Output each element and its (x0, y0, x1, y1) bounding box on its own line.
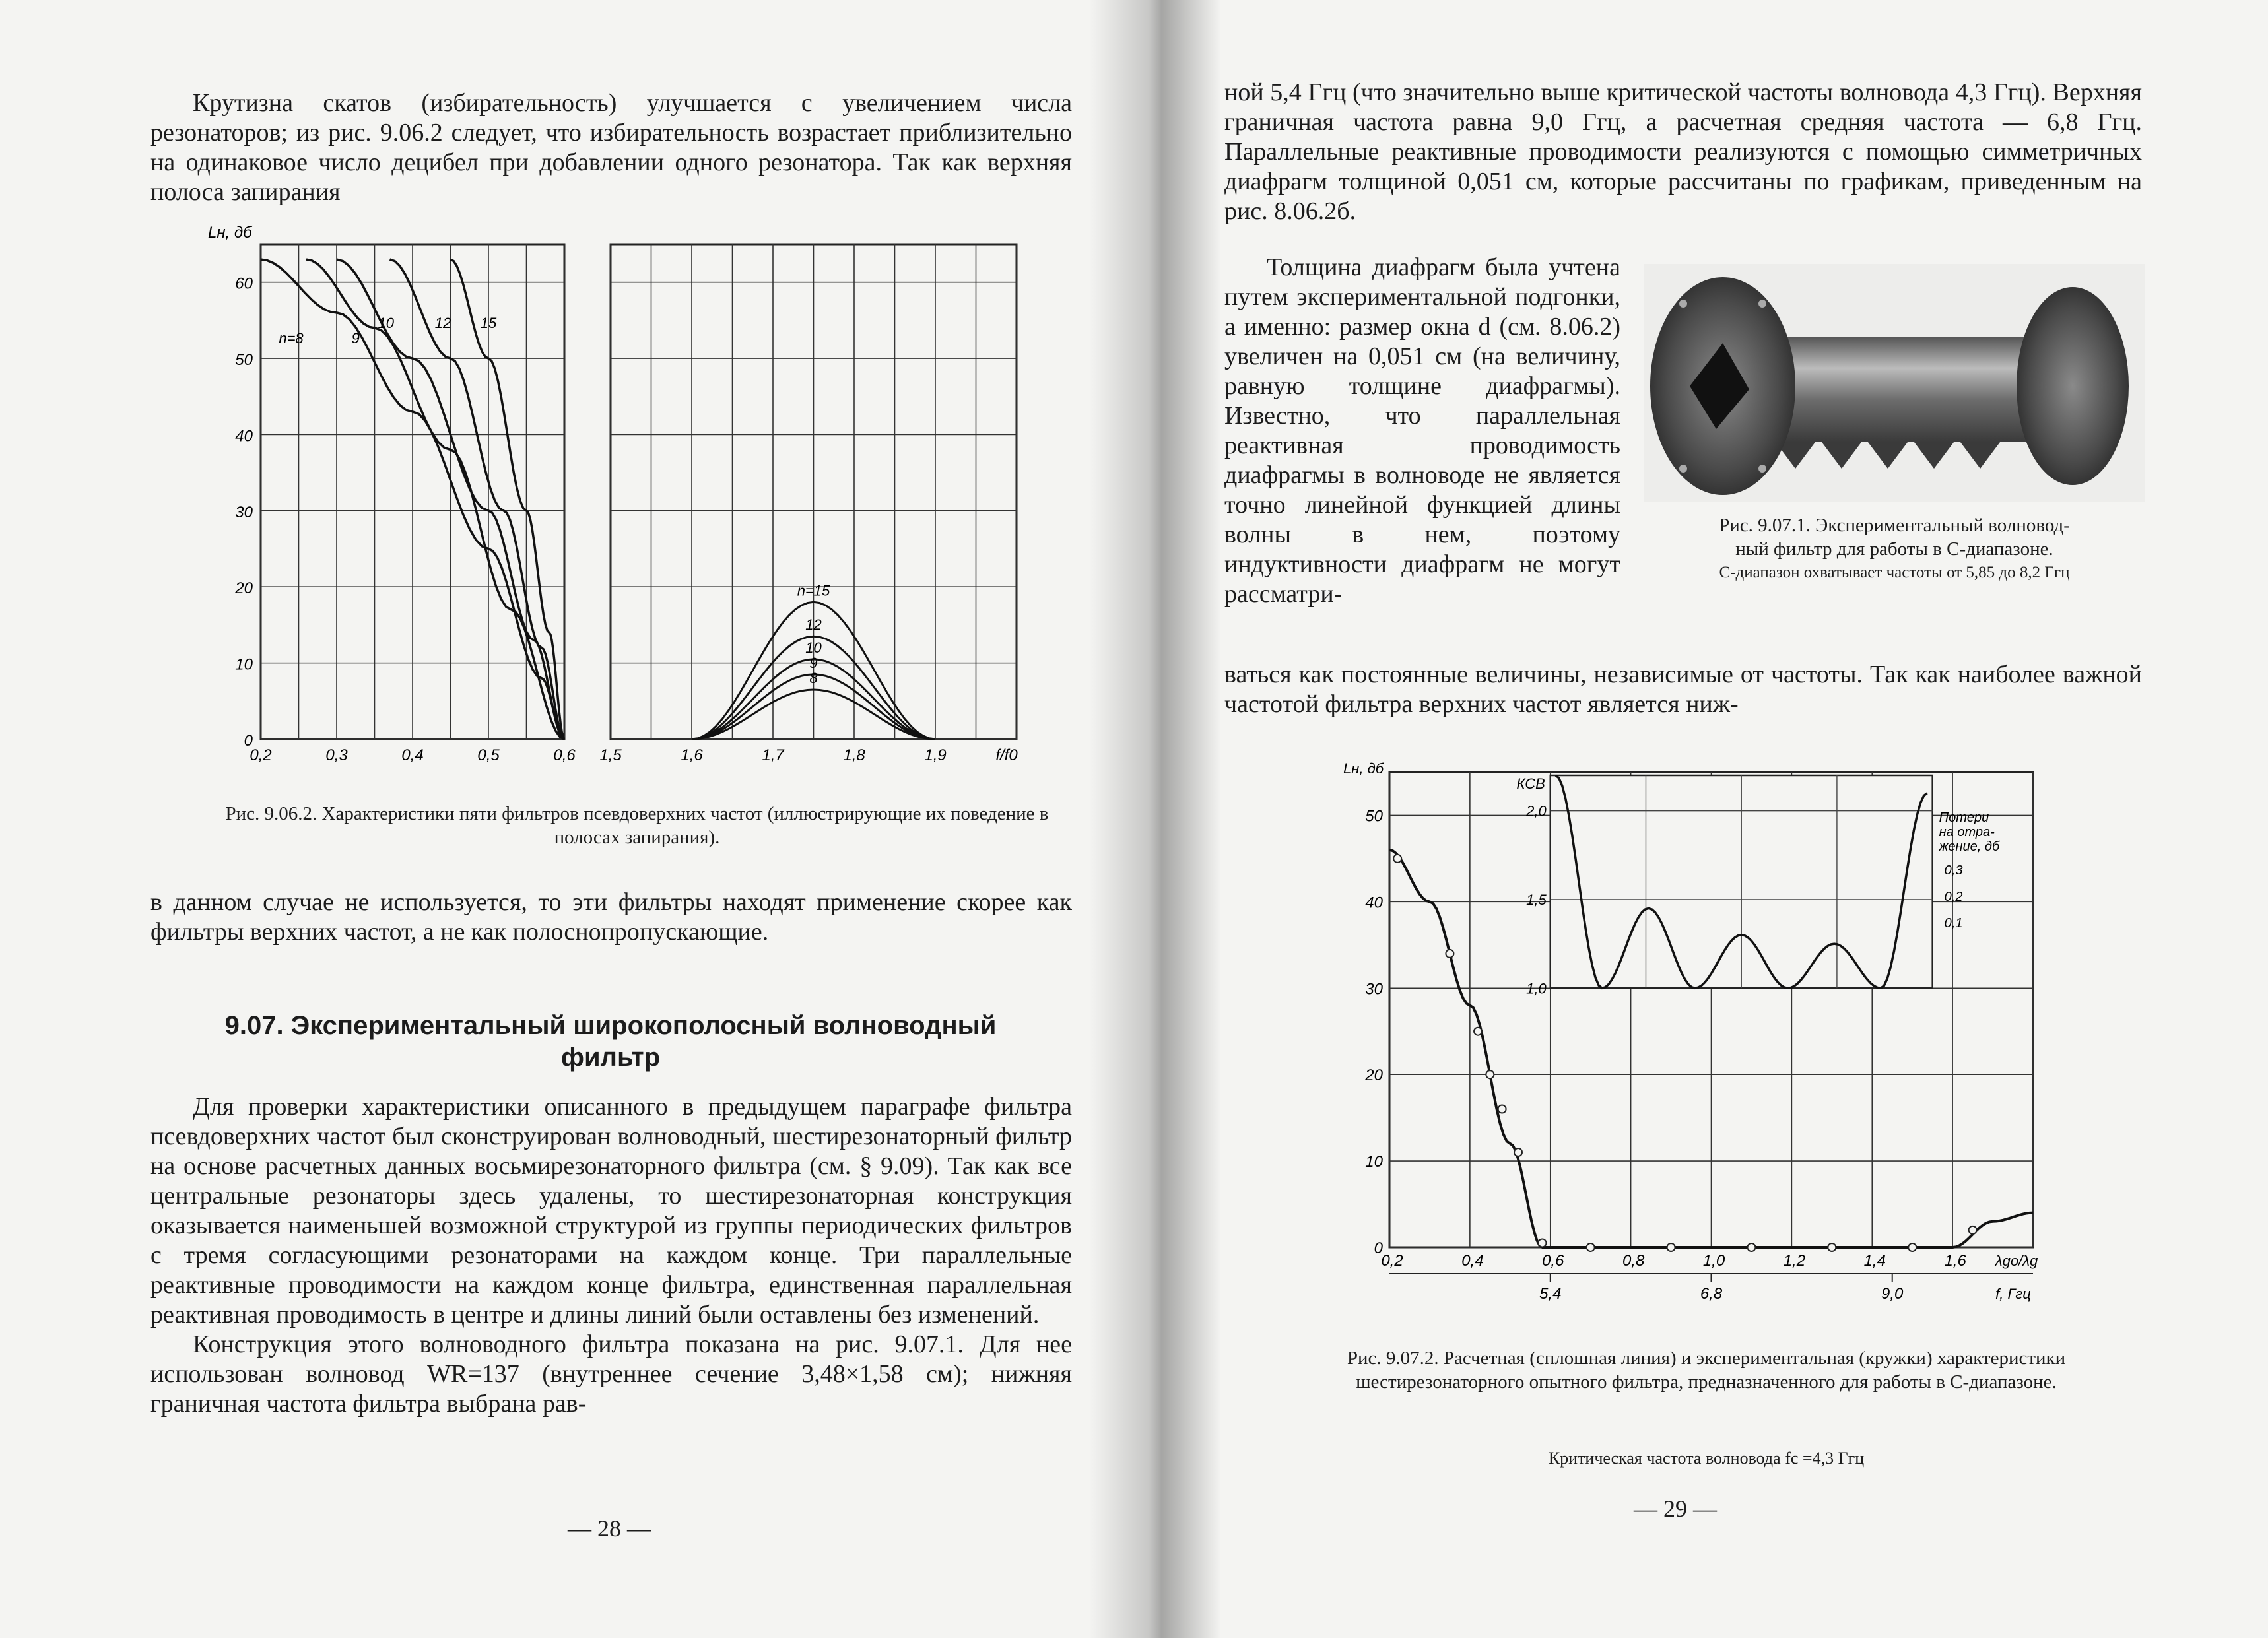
y-axis-label: Lн, дб (1343, 760, 1384, 777)
chart-upper-stopband (599, 244, 1018, 764)
section-heading-line: фильтр (560, 1043, 661, 1072)
x-tick-label: 0,2 (1381, 1252, 1403, 1270)
paragraph-text: в данном случае не используется, то эти фильтры находят применение скорее как фильтры верхних частот, а не как полоснопропускающие. (150, 888, 1072, 946)
experimental-point (1828, 1243, 1836, 1251)
left-top-paragraph (150, 88, 1072, 207)
frequency-tick-label: 9,0 (1881, 1285, 1904, 1303)
frequency-tick-label: 6,8 (1700, 1285, 1723, 1303)
x-tick-label: 1,4 (1863, 1252, 1886, 1270)
x-tick-label: 1,2 (1783, 1252, 1806, 1270)
experimental-point (1667, 1243, 1675, 1251)
y-tick-label: 50 (1365, 807, 1383, 826)
experimental-point (1969, 1226, 1977, 1234)
figure-9-07-2-caption: Рис. 9.07.2. Расчетная (сплошная линия) и экспериментальная (кружки) характеристики шестирезонаторного опытного фильтра, предназначенного для работы в С-диапазоне. (1347, 1348, 2066, 1392)
inset-right-tick: 0,1 (1944, 916, 1963, 931)
x-tick-label: 1,6 (1944, 1252, 1966, 1270)
x-tick-label: 1,8 (843, 746, 865, 764)
inset-y-tick: 2,0 (1526, 803, 1547, 820)
experimental-point (1908, 1243, 1916, 1251)
y-tick-label: 30 (1365, 980, 1383, 999)
inset-y-tick: 1,0 (1526, 980, 1547, 997)
left-page-number: — 28 — (568, 1515, 651, 1542)
paragraph-text: Конструкция этого волноводного фильтра показана на рис. 9.07.1. Для нее использован волновод WR=137 (внутреннее сечение 3,48×1,58 см); нижняя граничная частота фильтра выбрана рав- (150, 1330, 1072, 1418)
y-tick-label: 10 (235, 655, 253, 674)
x-axis-label: λgo/λg (1995, 1253, 2038, 1269)
series-label: 12 (434, 314, 451, 331)
inset-y-tick: 1,5 (1526, 891, 1547, 908)
chart-lower-stopband (208, 224, 576, 764)
inset-right-label: на отра- (1939, 825, 1995, 839)
paragraph-text: ной 5,4 Ггц (что значительно выше критической частоты волновода 4,3 Ггц). Верхняя граничная частота равна 9,0 Ггц, а расчетная средняя частота — 6,8 Ггц. Параллельные реактивные проводимости реализуются с помощью симметричных диафрагм толщиной 0,051 см, которые рассчитаны по графикам, приведенным на рис. 8.06.2б. (1224, 79, 2142, 225)
x-tick-label: 1,5 (599, 746, 622, 764)
right-wrap-paragraph (1224, 253, 1620, 609)
experimental-point (1498, 1105, 1506, 1113)
x-tick-label: 0,2 (250, 746, 272, 764)
series-label: n=15 (797, 582, 830, 599)
right-top-paragraph (1224, 78, 2142, 226)
x-tick-label: 0,6 (553, 746, 576, 764)
y-tick-label: 60 (235, 275, 253, 293)
experimental-point (1393, 855, 1401, 863)
experimental-point (1486, 1070, 1494, 1078)
series-label: 10 (805, 639, 822, 656)
x-tick-label: 0,6 (1542, 1252, 1564, 1270)
caption-line: ный фильтр для работы в С-диапазоне. (1735, 539, 2053, 560)
series-label: 9 (809, 654, 818, 671)
y-tick-label: 10 (1365, 1153, 1383, 1171)
y-tick-label: 0 (1374, 1239, 1383, 1257)
y-tick-label: 40 (1365, 894, 1383, 912)
y-tick-label: 30 (235, 503, 253, 521)
section-heading-line: 9.07. Экспериментальный широкополосный волноводный (224, 1011, 997, 1040)
right-continuation (1224, 660, 2142, 719)
figure-9-06-2 (198, 224, 1083, 785)
photo-caption (1634, 513, 2155, 585)
y-tick-label: 0 (244, 732, 253, 750)
series-label: 10 (378, 314, 394, 331)
series-label: 9 (351, 330, 360, 346)
series-line (451, 259, 565, 739)
left-body (150, 1092, 1072, 1419)
experimental-point (1446, 950, 1453, 958)
experimental-point (1539, 1239, 1547, 1247)
series-line (306, 259, 564, 739)
experimental-point (1747, 1243, 1755, 1251)
frequency-axis-label: f, Ггц (1995, 1286, 2031, 1302)
x-tick-label: 1,6 (681, 746, 703, 764)
figure-9-07-2 (1340, 759, 2079, 1333)
paragraph-text: Толщина диафрагм была учтена путем экспериментальной подгонки, а именно: размер окна d (см. 8.06.2) увеличен на 0,051 см (на величину, равную толщине диафрагмы). Известно, что параллельная реактивная проводимость диафрагмы в волноводе не является точно линейной функцией длины волны в нем, поэтому индуктивности диафрагм не могут рассматри- (1224, 253, 1620, 608)
frequency-tick-label: 5,4 (1539, 1285, 1562, 1303)
x-axis-label: f/f0 (995, 746, 1018, 764)
y-axis-label: Lн, дб (208, 224, 252, 242)
series-label: n=8 (279, 330, 304, 346)
inset-right-tick: 0,3 (1944, 863, 1963, 878)
paragraph-text: Крутизна скатов (избирательность) улучшается с увеличением числа резонаторов; из рис. 9.06.2 следует, что избирательность возрастает приблизительно на одинаковое число децибел при добавлении одного резонатора. Так как верхняя полоса запирания (150, 89, 1072, 206)
y-tick-label: 20 (235, 579, 253, 598)
y-tick-label: 20 (1365, 1066, 1383, 1085)
waveguide-filter-photo (1644, 264, 2145, 502)
inset-y-label: КСВ (1516, 775, 1545, 792)
x-tick-label: 1,7 (762, 746, 784, 764)
x-tick-label: 0,5 (477, 746, 500, 764)
paragraph-text: ваться как постоянные величины, независимые от частоты. Так как наиболее важной частотой фильтра верхних частот является ниж- (1224, 661, 2142, 718)
paragraph-text: Для проверки характеристики описанного в предыдущем параграфе фильтра псевдоверхних частот был сконструирован волноводный, шестирезонаторный фильтр на основе расчетных данных восьмирезонаторного фильтра (см. § 9.09). Так как все центральные резонаторы здесь удалены, то шестирезонаторная конструкция оказывается наименьшей возможной структурой из группы периодических фильтров с тремя согласующими резонаторами на каждом конце. Три параллельные реактивные проводимости на каждом конце фильтра, единственная параллельная реактивная проводимость в центре и длины линий были оставлены без изменений. (150, 1093, 1072, 1328)
caption-line: С-диапазон охватывает частоты от 5,85 до 8,2 Ггц (1719, 564, 2070, 581)
inset-right-label: Потери (1939, 810, 1989, 825)
experimental-point (1514, 1148, 1522, 1156)
series-label: 8 (809, 670, 818, 686)
chart-filter-response (1343, 760, 2038, 1303)
x-tick-label: 0,8 (1622, 1252, 1645, 1270)
x-tick-label: 0,3 (325, 746, 348, 764)
experimental-point (1474, 1028, 1482, 1035)
right-page-number: — 29 — (1634, 1495, 1717, 1522)
book-gutter (1089, 0, 1221, 1638)
caption-line: Рис. 9.07.1. Экспериментальный волновод- (1719, 515, 2070, 536)
inset-right-label: жение, дб (1939, 839, 2000, 854)
series-label: 15 (480, 314, 497, 331)
x-tick-label: 1,9 (924, 746, 947, 764)
left-after-figure (150, 888, 1072, 947)
critical-frequency-note: Критическая частота волновода fc =4,3 Ггц (1548, 1449, 1865, 1468)
x-tick-label: 0,4 (1461, 1252, 1484, 1270)
experimental-point (1587, 1243, 1595, 1251)
y-tick-label: 40 (235, 427, 253, 445)
y-tick-label: 50 (235, 351, 253, 370)
series-label: 12 (805, 616, 822, 634)
figure-9-06-2-caption: Рис. 9.06.2. Характеристики пяти фильтров псевдоверхних частот (иллюстрирующие их поведение в полосах запирания). (225, 803, 1049, 848)
series-line (390, 259, 565, 739)
x-tick-label: 0,4 (401, 746, 424, 764)
section-heading (165, 1010, 1056, 1073)
inset-right-tick: 0,2 (1944, 890, 1963, 904)
x-tick-label: 1,0 (1702, 1252, 1725, 1270)
